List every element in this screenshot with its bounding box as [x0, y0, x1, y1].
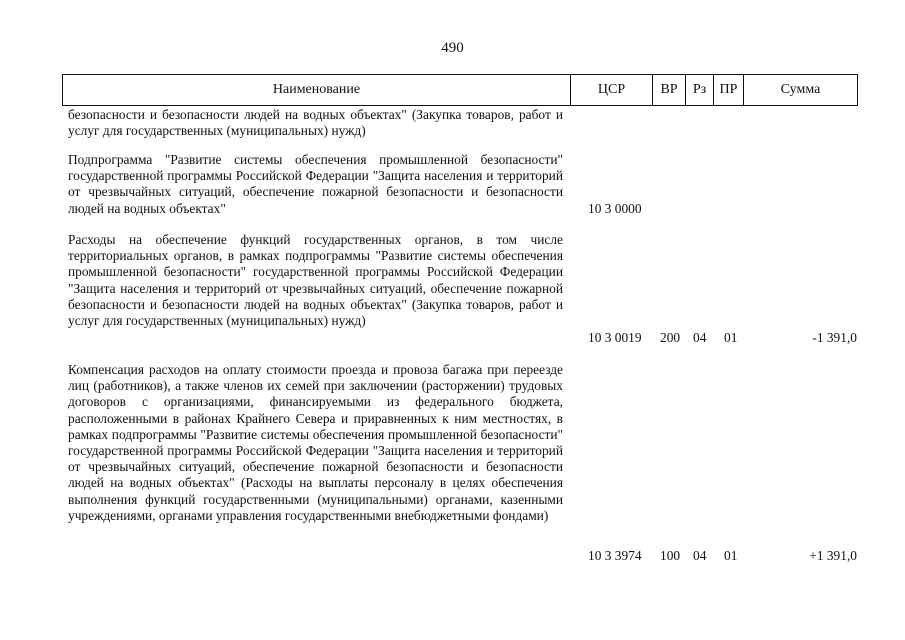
- table-row: [68, 107, 857, 140]
- row-csr: 10 3 0019: [588, 329, 642, 345]
- row-name: безопасности и безопасности людей на водных объектах" (Закупка товаров, работ и услуг для государственных (муниципальных) нужд): [68, 107, 563, 139]
- header-rz: Рз: [686, 75, 714, 106]
- header-pr: ПР: [714, 75, 744, 106]
- row-vr: 100: [660, 547, 681, 563]
- header-name: Наименование: [63, 75, 571, 106]
- row-vr: 200: [660, 329, 681, 345]
- row-rz: 04: [693, 547, 707, 563]
- row-sum: +1 391,0: [809, 547, 857, 563]
- header-sum: Сумма: [744, 75, 858, 106]
- page-number: 490: [441, 40, 464, 56]
- row-csr: 10 3 0000: [588, 200, 642, 216]
- row-csr: 10 3 3974: [588, 547, 642, 563]
- row-sum: -1 391,0: [812, 329, 857, 345]
- row-name: Расходы на обеспечение функций государственных органов, в том числе территориальных органов, в рамках подпрограммы "Развитие системы обеспечения промышленной безопасности" государственной программы Российской Федерации "Защита населения и территорий от чрезвычайных ситуаций, обеспечение пожарной безопасности и безопасности людей на водных объектах" (Закупка товаров, работ и услуг для государственных (муниципальных) нужд): [68, 232, 563, 329]
- row-name: Компенсация расходов на оплату стоимости проезда и провоза багажа при переезде лиц (работников), а также членов их семей при заключении (расторжении) трудовых договоров с организациями, финансируемыми из федерального бюджета, расположенными в районах Крайнего Севера и приравненных к ним местностях, в рамках подпрограммы "Развитие системы обеспечения промышленной безопасности" государственной программы Российской Федерации "Защита населения и территорий от чрезвычайных ситуаций, обеспечение пожарной безопасности и безопасности людей на водных объектах" (Расходы на выплаты персоналу в целях обеспечения выполнения функций государственными (муниципальными) органами, казенными учреждениями, органами управления государственными внебюджетными фондами): [68, 362, 563, 523]
- table-row: [68, 152, 857, 217]
- table-header: [62, 74, 858, 106]
- table-row: [68, 232, 857, 346]
- row-pr: 01: [724, 329, 738, 345]
- table-row: [68, 362, 857, 564]
- header-csr: ЦСР: [571, 75, 653, 106]
- row-name: Подпрограмма "Развитие системы обеспечения промышленной безопасности" государственной программы Российской Федерации "Защита населения и территорий от чрезвычайных ситуаций, обеспечение пожарной безопасности и безопасности людей на водных объектах": [68, 152, 563, 216]
- row-rz: 04: [693, 329, 707, 345]
- header-vr: ВР: [653, 75, 686, 106]
- row-pr: 01: [724, 547, 738, 563]
